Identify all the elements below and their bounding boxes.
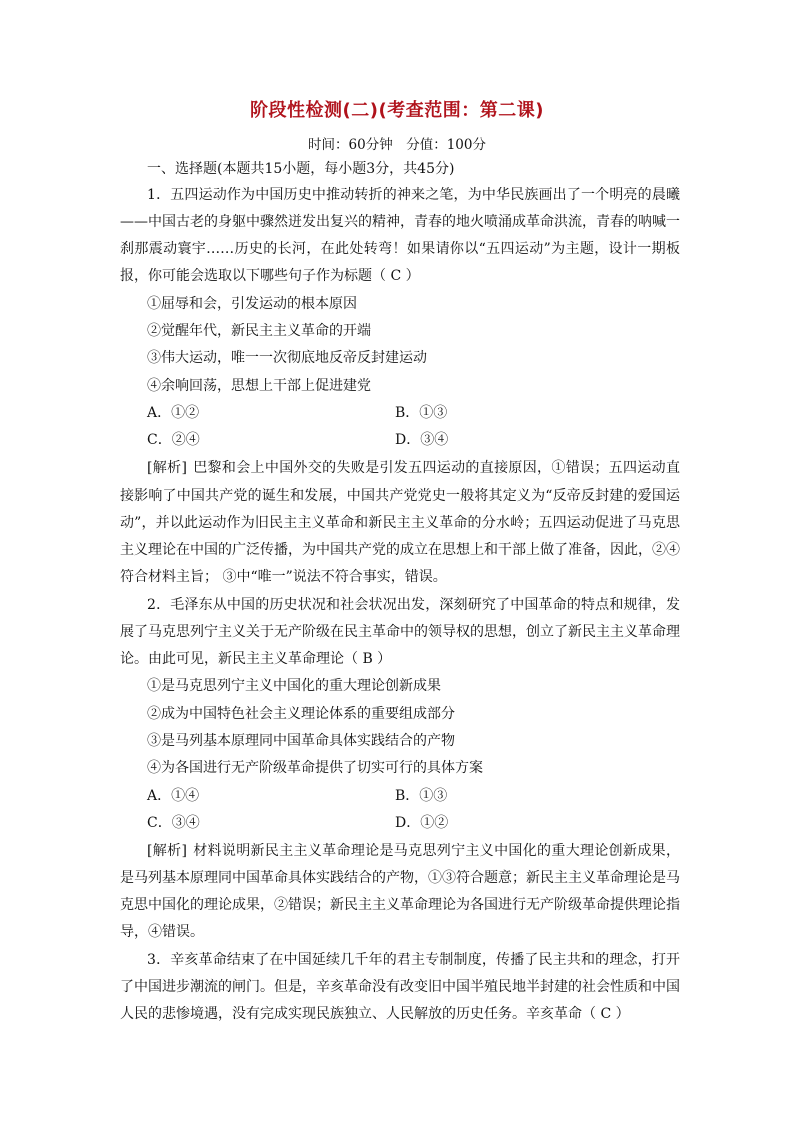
- question-1-item-1: ①屈辱和会，引发运动的根本原因: [147, 296, 357, 312]
- question-1-analysis-line-5: 符合材料主旨； ③中“唯一”说法不符合事实，错误。: [120, 569, 447, 585]
- analysis-tag: [解析]: [147, 843, 187, 859]
- question-1-option-a: A．①②: [147, 405, 200, 421]
- analysis-text: 材料说明新民主主义革命理论是马克思列宁主义中国化的重大理论创新成果，: [192, 843, 680, 859]
- question-2-option-c: C．③④: [147, 815, 200, 831]
- question-2-analysis-line-1: [147, 841, 680, 861]
- question-1-line-1: 1．五四运动作为中国历史中推动转折的神来之笔，为中华民族画出了一个明亮的晨曦: [147, 187, 680, 203]
- question-3-line-3: 人民的悲惨境遇，没有完成实现民族独立、人民解放的历史任务。辛亥革命（ C ）: [120, 1006, 630, 1022]
- question-1-option-b: B．①③: [395, 405, 448, 421]
- question-2-analysis-line-2: 是马列基本原理同中国革命具体实践结合的产物，①③符合题意；新民主主义革命理论是马: [120, 870, 680, 886]
- analysis-text: 巴黎和会上中国外交的失败是引发五四运动的直接原因，①错误；五四运动直: [192, 460, 680, 476]
- question-1-analysis-line-2: 接影响了中国共产党的诞生和发展，中国共产党党史一般将其定义为“反帝反封建的爱国运: [120, 488, 680, 504]
- question-2-item-1: ①是马克思列宁主义中国化的重大理论创新成果: [147, 678, 441, 694]
- question-2-item-3: ③是马列基本原理同中国革命具体实践结合的产物: [147, 733, 455, 749]
- question-2-line-2: 展了马克思列宁主义关于无产阶级在民主革命中的领导权的思想，创立了新民主主义革命理: [120, 624, 680, 640]
- question-1-line-4: 报，你可能会选取以下哪些句子作为标题（ C ）: [120, 268, 420, 284]
- question-1-item-3: ③伟大运动，唯一一次彻底地反帝反封建运动: [147, 350, 427, 366]
- question-2-item-4: ④为各国进行无产阶级革命提供了切实可行的具体方案: [147, 760, 483, 776]
- question-3-line-2: 了中国进步潮流的闸门。但是，辛亥革命没有改变旧中国半殖民地半封建的社会性质和中国: [120, 979, 680, 995]
- analysis-tag: [解析]: [147, 460, 187, 476]
- exam-meta: 时间：60分钟 分值：100分: [308, 137, 486, 153]
- question-1-analysis-line-3: 动”，并以此运动作为旧民主主义革命和新民主主义革命的分水岭；五四运动促进了马克思: [120, 515, 680, 531]
- question-1-line-3: 刹那震动寰宇……历史的长河，在此处转弯！如果请你以“五四运动”为主题，设计一期板: [120, 241, 680, 257]
- question-3-line-1: 3．辛亥革命结束了在中国延续几千年的君主专制制度，传播了民主共和的理念，打开: [147, 952, 680, 968]
- question-1-line-2: ——中国古老的身躯中骤然迸发出复兴的精神，青春的地火喷涌成革命洪流，青春的呐喊一: [120, 214, 680, 230]
- question-1-analysis-line-1: [147, 458, 680, 478]
- question-1-option-c: C．②④: [147, 432, 200, 448]
- page-title: 阶段性检测(二)(考查范围：第二课): [250, 100, 544, 121]
- question-1-option-d: D．③④: [395, 432, 449, 448]
- question-2-option-d: D．①②: [395, 815, 449, 831]
- question-1-item-4: ④余响回荡，思想上干部上促进建党: [147, 378, 371, 394]
- question-2-option-b: B．①③: [395, 788, 448, 804]
- section-heading: 一、选择题(本题共15小题，每小题3分，共45分): [147, 161, 455, 177]
- question-1-analysis-line-4: 主义理论在中国的广泛传播，为中国共产党的成立在思想上和干部上做了准备，因此，②④: [120, 542, 680, 558]
- question-2-item-2: ②成为中国特色社会主义理论体系的重要组成部分: [147, 706, 455, 722]
- question-2-analysis-line-3: 克思中国化的理论成果，②错误；新民主主义革命理论为各国进行无产阶级革命提供理论指: [120, 897, 680, 913]
- question-2-line-3: 论。由此可见，新民主主义革命理论（ B ）: [120, 651, 392, 667]
- question-2-analysis-line-4: 导，④错误。: [120, 924, 204, 940]
- question-2-line-1: 2．毛泽东从中国的历史状况和社会状况出发，深刻研究了中国革命的特点和规律，发: [147, 597, 680, 613]
- question-2-option-a: A．①④: [147, 788, 200, 804]
- question-1-item-2: ②觉醒年代，新民主主义革命的开端: [147, 323, 371, 339]
